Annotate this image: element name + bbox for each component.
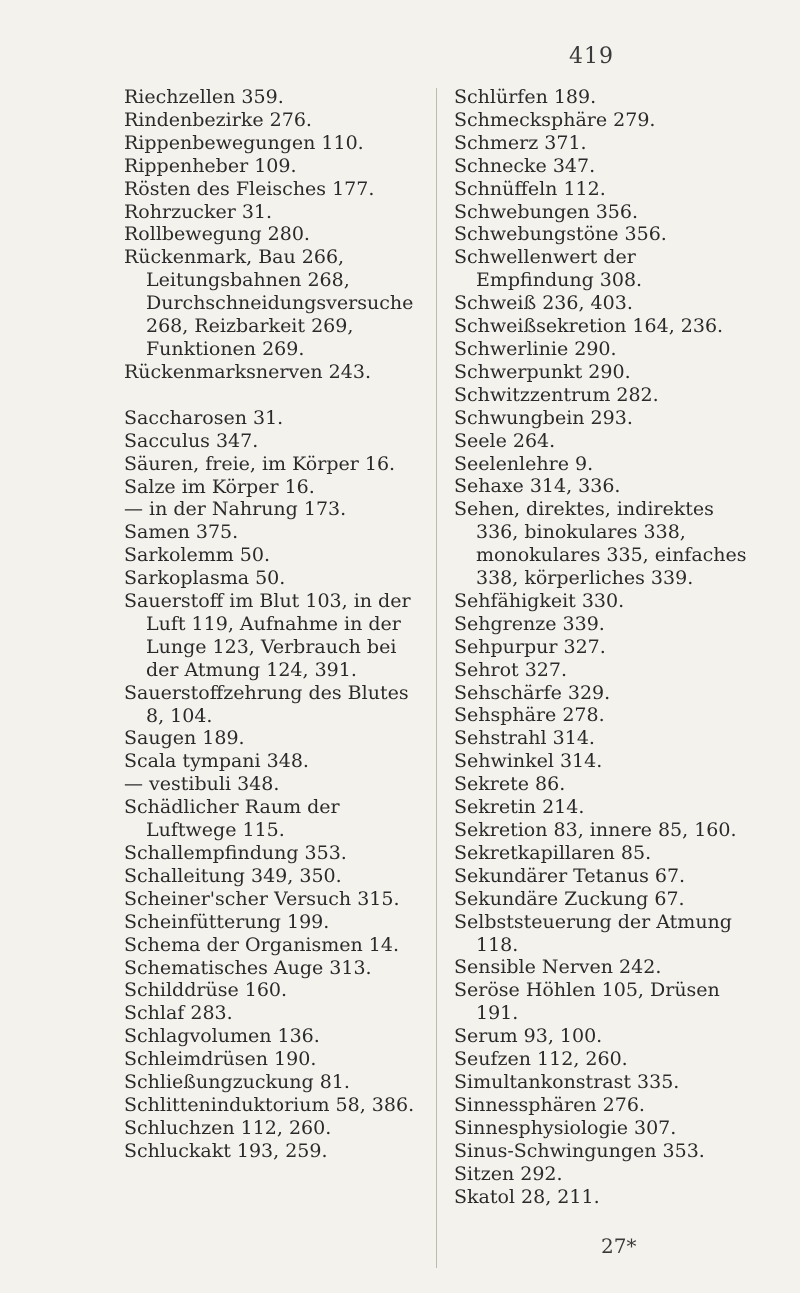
index-entry: Schweiß 236, 403. [454, 292, 633, 315]
index-entry: Rindenbezirke 276. [124, 108, 312, 131]
index-entry: Scheiner'scher Versuch 315. [124, 887, 400, 910]
signature-mark: 27* [601, 1234, 637, 1258]
index-entry: Schwerlinie 290. [454, 337, 617, 360]
index-entry: Sauerstoffzehrung des Blutes 8, 104. [124, 681, 409, 727]
index-entry: Schlagvolumen 136. [124, 1025, 320, 1048]
index-entry: Salze im Körper 16. [124, 475, 315, 498]
index-entry: Schilddrüse 160. [124, 979, 288, 1002]
index-entry: Schweißsekretion 164, 236. [454, 315, 724, 338]
index-entry: Sekrete 86. [454, 773, 566, 796]
index-entry: Skatol 28, 211. [454, 1185, 600, 1208]
index-entry: Sinnessphären 276. [454, 1093, 645, 1116]
index-entry: Sekretkapillaren 85. [454, 841, 652, 864]
index-entry: Sacculus 347. [124, 429, 259, 452]
index-entry: Schlaf 283. [124, 1002, 233, 1025]
index-entry: — vestibuli 348. [124, 773, 280, 796]
index-entry: Samen 375. [124, 521, 239, 544]
index-entry: Rückenmark, Bau 266, Leitungsbahnen 268, Durchschneidungsversuche 268, Reizbarkeit 269, Funktionen 269. [124, 246, 414, 360]
index-column-right [454, 86, 754, 1208]
index-entry: Schalleitung 349, 350. [124, 864, 342, 887]
index-entry: Rippenbewegungen 110. [124, 131, 364, 154]
index-entry: Serum 93, 100. [454, 1025, 603, 1048]
index-entry: Schematisches Auge 313. [124, 956, 372, 979]
index-entry: Sehgrenze 339. [454, 612, 605, 635]
index-entry: Sehfähigkeit 330. [454, 589, 625, 612]
index-entry: Schließungzuckung 81. [124, 1071, 350, 1094]
index-entry: Sekretion 83, innere 85, 160. [454, 819, 737, 841]
index-entry: Schluchzen 112, 260. [124, 1116, 332, 1139]
index-entry: Schwellenwert der Empfindung 308. [454, 246, 643, 292]
index-entry: Rösten des Fleisches 177. [124, 177, 375, 200]
index-entry: Schleimdrüsen 190. [124, 1048, 317, 1071]
index-entry: Schluckakt 193, 259. [124, 1139, 328, 1162]
index-entry: Sehstrahl 314. [454, 727, 595, 750]
index-entry: Rippenheber 109. [124, 154, 297, 177]
index-entry: Seufzen 112, 260. [454, 1048, 628, 1071]
index-entry: Schwitzzentrum 282. [454, 383, 659, 406]
index-entry: Scheinfütterung 199. [124, 910, 330, 933]
index-entry: Rollbewegung 280. [124, 223, 310, 246]
index-entry: Schmerz 371. [454, 131, 587, 154]
index-entry: Schlitteninduktorium 58, 386. [124, 1093, 415, 1116]
index-entry: Sehpurpur 327. [454, 635, 606, 658]
index-entry: Schwebungen 356. [454, 200, 639, 223]
index-entry: Rückenmarksnerven 243. [124, 360, 371, 383]
index-entry: Sinnesphysiologie 307. [454, 1116, 677, 1139]
index-entry: Sehsphäre 278. [454, 704, 605, 727]
index-entry: Seelenlehre 9. [454, 452, 594, 475]
index-entry: Sarkolemm 50. [124, 544, 270, 567]
index-entry: Selbststeuerung der Atmung 118. [454, 910, 732, 956]
index-entry: Sekundäre Zuckung 67. [454, 887, 685, 910]
index-entry: — in der Nahrung 173. [124, 498, 347, 521]
index-entry: Sitzen 292. [454, 1162, 563, 1185]
index-entry: Schwebungstöne 356. [454, 223, 667, 246]
index-entry: Schmecksphäre 279. [454, 108, 656, 131]
index-entry: Sekretin 214. [454, 796, 585, 819]
index-entry: Rohrzucker 31. [124, 200, 273, 223]
index-entry: Schwerpunkt 290. [454, 360, 631, 383]
index-entry: Sehwinkel 314. [454, 750, 603, 773]
column-divider [436, 88, 437, 1268]
index-entry: Sehen, direktes, indirektes 336, binokulares 338, monokulares 335, einfaches 338, körperliches 339. [454, 498, 747, 590]
page-number: 419 [569, 44, 614, 69]
index-entry: Sekundärer Tetanus 67. [454, 864, 686, 887]
index-entry: Scala tympani 348. [124, 750, 309, 773]
index-entry: Sarkoplasma 50. [124, 567, 286, 590]
index-entry: Schnecke 347. [454, 154, 596, 177]
index-entry: Schlürfen 189. [454, 86, 597, 108]
index-column-left [124, 86, 424, 1163]
index-entry: Schwungbein 293. [454, 406, 633, 429]
index-entry: Simultankonstrast 335. [454, 1070, 680, 1093]
index-entry: Seele 264. [454, 429, 556, 452]
index-entry: Säuren, freie, im Körper 16. [124, 452, 396, 475]
index-entry: Schema der Organismen 14. [124, 933, 400, 956]
index-entry: Schädlicher Raum der Luftwege 115. [124, 796, 340, 842]
index-entry: Sinus-Schwingungen 353. [454, 1139, 705, 1162]
index-entry: Sensible Nerven 242. [454, 956, 662, 979]
index-entry: Saccharosen 31. [124, 406, 284, 429]
index-entry: Sauerstoff im Blut 103, in der Luft 119, Aufnahme in der Lunge 123, Verbrauch bei der Atmung 124, 391. [124, 590, 411, 681]
index-entry: Seröse Höhlen 105, Drüsen 191. [454, 979, 720, 1025]
index-entry: Schallempfindung 353. [124, 842, 347, 864]
index-entry: Sehrot 327. [454, 658, 567, 681]
index-entry: Schnüffeln 112. [454, 177, 606, 200]
index-entry: Sehaxe 314, 336. [454, 475, 621, 498]
index-entry: Riechzellen 359. [124, 86, 284, 108]
index-entry: Saugen 189. [124, 727, 245, 750]
index-entry: Sehschärfe 329. [454, 681, 611, 704]
